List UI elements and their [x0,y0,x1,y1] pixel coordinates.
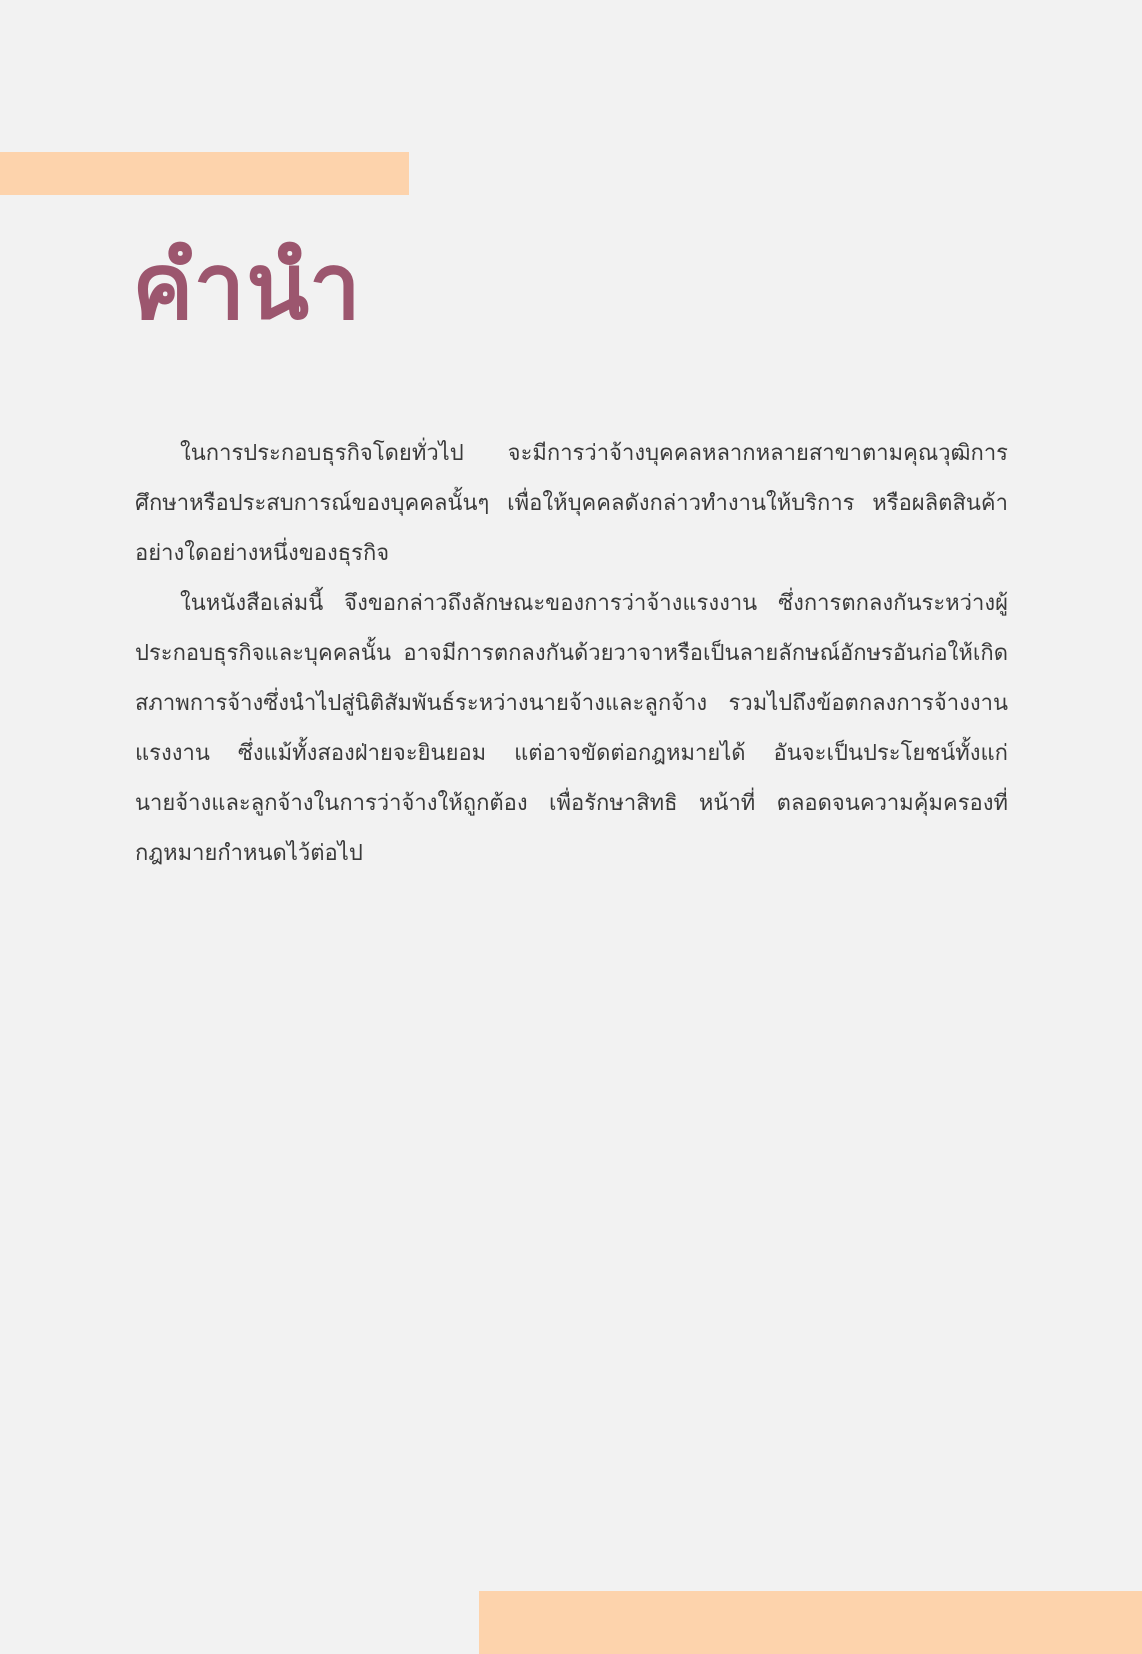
page-title: คำนำ [132,233,362,340]
decorative-top-bar [0,152,409,195]
preface-body [135,429,1008,879]
paragraph-2: ในหนังสือเล่มนี้ จึงขอกล่าวถึงลักษณะของการว่าจ้างแรงงาน ซึ่งการตกลงกันระหว่างผู้ประกอบธุรกิจและบุคคลนั้น อาจมีการตกลงกันด้วยวาจาหรือเป็นลายลักษณ์อักษรอันก่อให้เกิดสภาพการจ้างซึ่งนำไปสู่นิติสัมพันธ์ระหว่างนายจ้างและลูกจ้าง รวมไปถึงข้อตกลงการจ้างงานแรงงาน ซึ่งแม้ทั้งสองฝ่ายจะยินยอม แต่อาจขัดต่อกฎหมายได้ อันจะเป็นประโยชน์ทั้งแก่นายจ้างและลูกจ้างในการว่าจ้างให้ถูกต้อง เพื่อรักษาสิทธิ หน้าที่ ตลอดจนความคุ้มครองที่กฎหมายกำหนดไว้ต่อไป [135,591,1008,866]
decorative-bottom-bar [479,1591,1142,1654]
paragraph-1: ในการประกอบธุรกิจโดยทั่วไป จะมีการว่าจ้างบุคคลหลากหลายสาขาตามคุณวุฒิการศึกษาหรือประสบการณ์ของบุคคลนั้นๆ เพื่อให้บุคคลดังกล่าวทำงานให้บริการ หรือผลิตสินค้าอย่างใดอย่างหนึ่งของธุรกิจ [135,441,1008,566]
